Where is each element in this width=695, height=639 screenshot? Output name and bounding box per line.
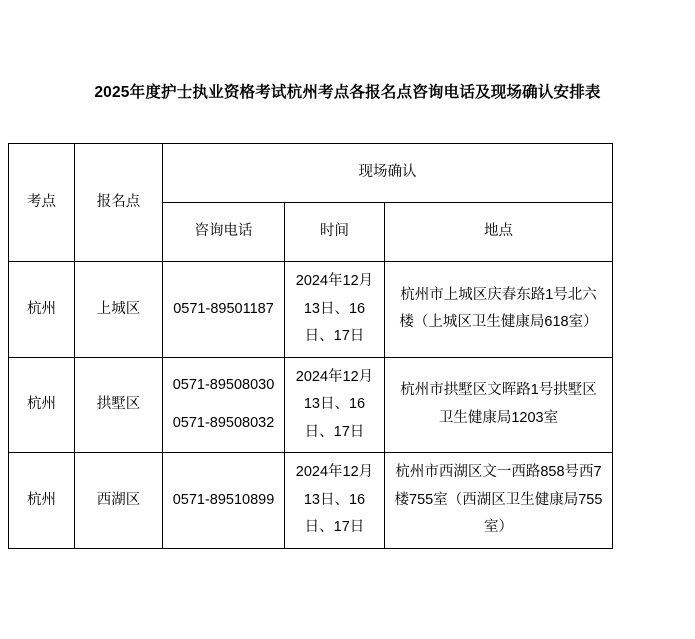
phone-line: 0571-89508030 bbox=[172, 377, 275, 394]
cell-exam-site: 杭州 bbox=[9, 262, 75, 358]
cell-time: 2024年12月13日、16日、17日 bbox=[285, 453, 385, 549]
phone-line: 0571-89508032 bbox=[172, 414, 275, 431]
schedule-table-wrapper bbox=[8, 143, 612, 549]
page-title: 2025年度护士执业资格考试杭州考点各报名点咨询电话及现场确认安排表 bbox=[94, 84, 601, 101]
table-row bbox=[9, 357, 613, 453]
cell-registration-point: 上城区 bbox=[75, 262, 163, 358]
cell-registration-point: 拱墅区 bbox=[75, 357, 163, 453]
header-onsite-confirm: 现场确认 bbox=[163, 144, 613, 203]
cell-location: 杭州市西湖区文一西路858号西7楼755室（西湖区卫生健康局755室） bbox=[385, 453, 613, 549]
cell-location: 杭州市拱墅区文晖路1号拱墅区卫生健康局1203室 bbox=[385, 357, 613, 453]
cell-phone bbox=[163, 357, 285, 453]
cell-exam-site: 杭州 bbox=[9, 357, 75, 453]
phone-spacer bbox=[171, 400, 276, 410]
phone-line: 0571-89501187 bbox=[173, 300, 274, 317]
header-registration-point: 报名点 bbox=[75, 144, 163, 262]
cell-phone bbox=[163, 453, 285, 549]
table-row bbox=[9, 262, 613, 358]
header-phone: 咨询电话 bbox=[163, 203, 285, 262]
header-location: 地点 bbox=[385, 203, 613, 262]
phone-line: 0571-89510899 bbox=[172, 491, 275, 508]
cell-registration-point: 西湖区 bbox=[75, 453, 163, 549]
cell-time: 2024年12月13日、16日、17日 bbox=[285, 357, 385, 453]
cell-phone bbox=[163, 262, 285, 358]
cell-exam-site: 杭州 bbox=[9, 453, 75, 549]
header-exam-site: 考点 bbox=[9, 144, 75, 262]
cell-location: 杭州市上城区庆春东路1号北六楼（上城区卫生健康局618室） bbox=[385, 262, 613, 358]
header-time: 时间 bbox=[285, 203, 385, 262]
table-header-row bbox=[9, 144, 613, 203]
table-row bbox=[9, 453, 613, 549]
schedule-table bbox=[8, 143, 613, 549]
cell-time: 2024年12月13日、16日、17日 bbox=[285, 262, 385, 358]
